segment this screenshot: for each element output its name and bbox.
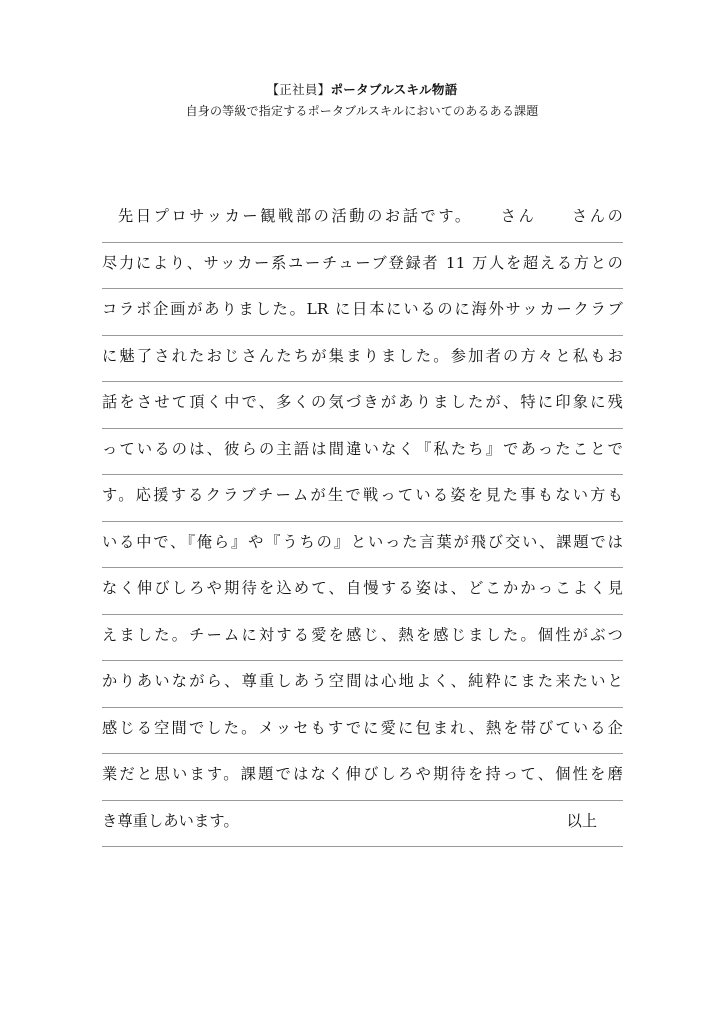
title-tag: 【正社員】 bbox=[266, 82, 331, 97]
essay-line-text: えました。チームに対する愛を感じ、熱を感じました。個性がぶつ bbox=[102, 625, 623, 644]
document-title bbox=[0, 80, 724, 98]
essay-line bbox=[102, 661, 623, 708]
essay-line bbox=[102, 336, 623, 383]
essay-line bbox=[102, 243, 623, 290]
essay-line bbox=[102, 801, 623, 848]
essay-line-text: す。応援するクラブチームが生で戦っている姿を見た事もない方も bbox=[102, 486, 623, 504]
essay-line bbox=[102, 196, 623, 243]
essay-line bbox=[102, 522, 623, 569]
essay-line bbox=[102, 615, 623, 662]
essay-line-text: なく伸びしろや期待を込めて、自慢する姿は、どこかかっこよく見 bbox=[102, 579, 623, 597]
essay-body bbox=[102, 196, 623, 847]
title-text: ポータブルスキル物語 bbox=[330, 82, 458, 97]
essay-line bbox=[102, 429, 623, 476]
document-subtitle: 自身の等級で指定するポータブルスキルにおいてのあるある課題 bbox=[185, 104, 539, 118]
essay-line-text: 感じる空間でした。メッセもすでに愛に包まれ、熱を帯びている企 bbox=[102, 718, 623, 737]
essay-line bbox=[102, 754, 623, 801]
essay-line bbox=[102, 475, 623, 522]
essay-line bbox=[102, 568, 623, 615]
closing-mark: 以上 bbox=[566, 811, 597, 830]
essay-line-text: に魅了されたおじさんたちが集まりました。参加者の方々と私もお bbox=[102, 346, 623, 365]
essay-line-text: 業だと思います。課題ではなく伸びしろや期待を持って、個性を磨 bbox=[102, 765, 623, 783]
essay-line-text: 話をさせて頂く中で、多くの気づきがありましたが、特に印象に残 bbox=[102, 393, 623, 411]
essay-line-text: 先日プロサッカー観戦部の活動のお話です。 さん さんの bbox=[118, 207, 623, 225]
essay-line-text: コラボ企画がありました。LR に日本にいるのに海外サッカークラブ bbox=[102, 300, 623, 318]
essay-line-text: かりあいながら、尊重しあう空間は心地よく、純粋にまた来たいと bbox=[102, 672, 623, 690]
essay-line-text: っているのは、彼らの主語は間違いなく『私たち』であったことで bbox=[102, 439, 623, 458]
essay-line-text: き尊重しあいます。 bbox=[102, 811, 239, 830]
essay-line bbox=[102, 708, 623, 755]
essay-line-text: いる中で、『俺ら』や『うちの』といった言葉が飛び交い、課題では bbox=[102, 532, 623, 551]
essay-line bbox=[102, 382, 623, 429]
essay-line-text: 尽力により、サッカー系ユーチューブ登録者 11 万人を超える方との bbox=[102, 253, 623, 272]
essay-line bbox=[102, 289, 623, 336]
